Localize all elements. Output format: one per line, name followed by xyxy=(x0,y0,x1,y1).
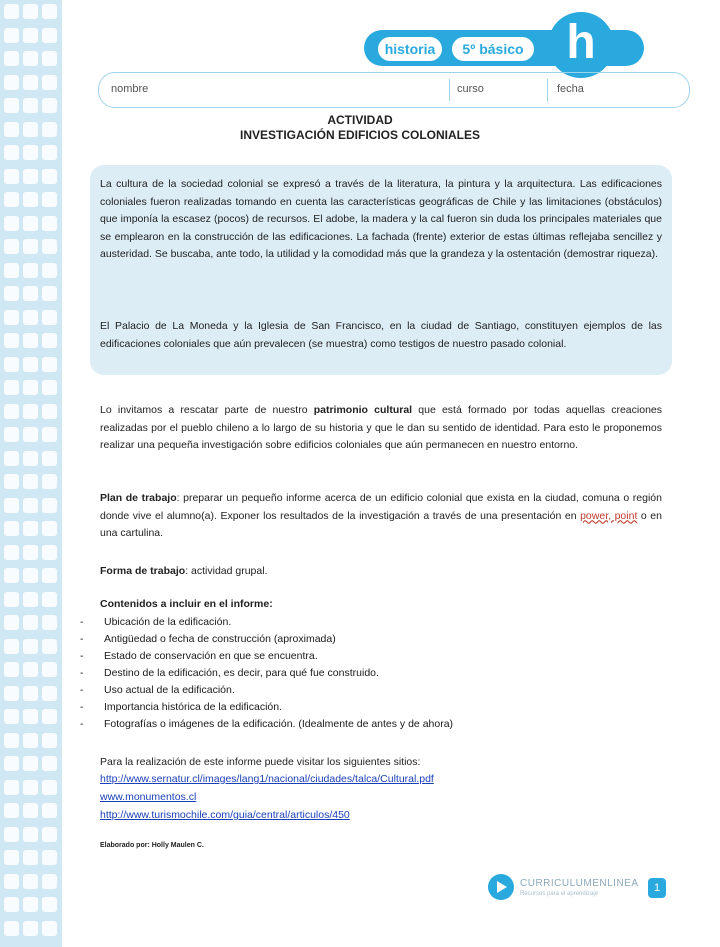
intro-paragraph-2: El Palacio de La Moneda y la Iglesia de San Francisco, en la ciudad de Santiago, constituyen ejemplos de las edificaciones coloniales que aún prevalecen (se muestra) como testigos de nuestro pasado colonial. xyxy=(100,320,662,350)
decorative-square xyxy=(4,192,19,207)
decorative-square xyxy=(42,592,57,607)
page-number: 1 xyxy=(648,878,666,898)
decorative-square xyxy=(42,733,57,748)
decorative-square xyxy=(4,521,19,536)
decorative-square xyxy=(42,310,57,325)
activity-subtitle: INVESTIGACIÓN EDIFICIOS COLONIALES xyxy=(239,128,481,142)
subject-tag: historia xyxy=(378,37,442,61)
decorative-square xyxy=(42,263,57,278)
decorative-square xyxy=(42,874,57,889)
decorative-square xyxy=(42,357,57,372)
decorative-square xyxy=(4,827,19,842)
decorative-square xyxy=(42,827,57,842)
decorative-square xyxy=(4,568,19,583)
decorative-square xyxy=(4,216,19,231)
decorative-square xyxy=(4,592,19,607)
work-plan-text-end: o en una cartulina. xyxy=(100,509,662,540)
decorative-square xyxy=(23,286,38,301)
decorative-square xyxy=(23,333,38,348)
decorative-square xyxy=(4,874,19,889)
decorative-square xyxy=(23,263,38,278)
course-label: curso xyxy=(457,83,484,95)
decorative-square xyxy=(23,897,38,912)
decorative-square xyxy=(42,169,57,184)
decorative-square xyxy=(42,28,57,43)
decorative-square xyxy=(4,404,19,419)
decorative-square xyxy=(23,192,38,207)
decorative-square xyxy=(42,192,57,207)
intro-paragraph-1: La cultura de la sociedad colonial se expresó a través de la literatura, la pintura y la arquitectura. Las edificaciones coloniales fueron realizadas tomando en cuenta las características geográficas de Chile y las limitaciones (obstáculos) que imponía la escasez (pocos) de recursos. El adobe, la madera y la cal fueron sin duda los principales materiales que se emplearon en la construcción de las edificaciones. La fachada (frente) exterior de estas últimas reflejaba sencillez y austeridad. Se buscaba, ante todo, la utilidad y la comodidad más que la grandeza y la ostentación (demostrar riqueza). xyxy=(100,178,662,261)
decorative-square xyxy=(23,474,38,489)
decorative-square xyxy=(42,897,57,912)
date-label: fecha xyxy=(557,83,584,95)
decorative-square xyxy=(42,545,57,560)
decorative-square xyxy=(23,451,38,466)
decorative-square xyxy=(4,756,19,771)
decorative-square xyxy=(42,615,57,630)
decorative-square xyxy=(42,686,57,701)
decorative-square xyxy=(4,850,19,865)
decorative-square xyxy=(42,51,57,66)
decorative-square xyxy=(42,756,57,771)
list-item: - Antigüedad o fecha de construcción (aproximada) xyxy=(80,631,453,648)
decorative-square xyxy=(23,75,38,90)
decorative-square xyxy=(42,427,57,442)
decorative-square xyxy=(4,498,19,513)
decorative-square xyxy=(42,921,57,936)
decorative-square xyxy=(42,662,57,677)
decorative-square xyxy=(23,874,38,889)
work-form-text: : actividad grupal. xyxy=(185,565,268,577)
decorative-square xyxy=(4,169,19,184)
decorative-square xyxy=(23,427,38,442)
decorative-square xyxy=(23,850,38,865)
decorative-square xyxy=(42,709,57,724)
decorative-square xyxy=(23,639,38,654)
invite-text-end: que está formado por todas aquellas creaciones realizadas por el pueblo chileno a lo largo de su historia y que le dan su sentido de identidad. Para esto le proponemos realizar una pequeña investigación sobre edificios coloniales que aún permanecen en nuestro entorno. xyxy=(100,404,662,452)
decorative-square xyxy=(42,145,57,160)
footer-brand: CURRICULUMENLINEA xyxy=(520,878,639,889)
play-logo-icon xyxy=(488,874,514,900)
decorative-square xyxy=(23,568,38,583)
decorative-square xyxy=(4,4,19,19)
decorative-square xyxy=(23,662,38,677)
invite-bold: patrimonio cultural xyxy=(313,404,413,416)
resource-link[interactable]: www.monumentos.cl xyxy=(100,791,197,803)
decorative-square xyxy=(42,639,57,654)
resource-link[interactable]: http://www.turismochile.com/guia/central/articulos/450 xyxy=(100,809,350,821)
decorative-square xyxy=(42,4,57,19)
decorative-square xyxy=(4,51,19,66)
student-info-row xyxy=(98,72,690,108)
decorative-square xyxy=(23,404,38,419)
decorative-square xyxy=(23,545,38,560)
decorative-square xyxy=(23,756,38,771)
decorative-square xyxy=(23,51,38,66)
decorative-square xyxy=(4,75,19,90)
decorative-square xyxy=(4,545,19,560)
decorative-square xyxy=(23,827,38,842)
decorative-square xyxy=(42,286,57,301)
decorative-square xyxy=(4,803,19,818)
author-credit: Elaborado por: Holly Maulen C. xyxy=(100,842,204,849)
contents-heading: Contenidos a incluir en el informe: xyxy=(100,598,273,610)
decorative-square xyxy=(23,521,38,536)
divider xyxy=(449,79,450,101)
decorative-square xyxy=(23,686,38,701)
decorative-square xyxy=(23,733,38,748)
decorative-square xyxy=(23,216,38,231)
resource-link[interactable]: http://www.sernatur.cl/images/lang1/nacional/ciudades/talca/Cultural.pdf xyxy=(100,773,434,785)
decorative-square xyxy=(42,333,57,348)
decorative-square xyxy=(23,592,38,607)
list-item: - Ubicación de la edificación. xyxy=(80,614,453,631)
decorative-square xyxy=(23,380,38,395)
decorative-square xyxy=(4,686,19,701)
decorative-square xyxy=(4,451,19,466)
decorative-square xyxy=(42,380,57,395)
invite-paragraph xyxy=(100,402,662,455)
decorative-square xyxy=(4,380,19,395)
brand-logo: h xyxy=(548,12,614,78)
decorative-square xyxy=(23,4,38,19)
decorative-square xyxy=(42,404,57,419)
decorative-square xyxy=(23,310,38,325)
work-form-label: Forma de trabajo xyxy=(100,565,186,577)
decorative-square xyxy=(42,451,57,466)
grade-tag: 5º básico xyxy=(452,37,534,61)
list-item: - Fotografías o imágenes de la edificación. (Idealmente de antes y de ahora) xyxy=(80,716,453,733)
decorative-square xyxy=(4,98,19,113)
activity-title: ACTIVIDAD xyxy=(327,113,393,127)
decorative-square xyxy=(23,357,38,372)
decorative-square xyxy=(23,145,38,160)
decorative-square xyxy=(4,615,19,630)
decorative-square xyxy=(23,498,38,513)
contents-list xyxy=(80,614,453,733)
misspelled-word: power, point xyxy=(580,509,638,522)
decorative-square xyxy=(4,427,19,442)
decorative-square xyxy=(4,780,19,795)
divider xyxy=(547,79,548,101)
work-plan-text: : preparar un pequeño informe acerca de un edificio colonial que exista en la ciudad, comuna o región donde vive el alumno(a). Exponer los resultados de la investigación a través de una presentación en xyxy=(100,492,662,522)
decorative-square xyxy=(42,239,57,254)
decorative-square xyxy=(23,98,38,113)
work-plan-paragraph xyxy=(100,490,662,543)
decorative-square xyxy=(42,850,57,865)
decorative-square xyxy=(42,98,57,113)
decorative-square xyxy=(4,310,19,325)
list-item: - Destino de la edificación, es decir, para qué fue construido. xyxy=(80,665,453,682)
list-item: - Estado de conservación en que se encuentra. xyxy=(80,648,453,665)
decorative-square xyxy=(23,239,38,254)
decorative-square xyxy=(4,662,19,677)
decorative-square xyxy=(4,145,19,160)
decorative-square xyxy=(23,780,38,795)
decorative-square xyxy=(23,921,38,936)
decorative-square xyxy=(4,897,19,912)
decorative-square xyxy=(42,780,57,795)
decorative-square xyxy=(42,568,57,583)
decorative-square xyxy=(42,75,57,90)
decorative-square xyxy=(23,28,38,43)
decorative-square xyxy=(42,498,57,513)
list-item: - Importancia histórica de la edificación. xyxy=(80,699,453,716)
decorative-square xyxy=(23,169,38,184)
footer-tagline: Recursos para el aprendizaje xyxy=(520,891,599,897)
decorative-square xyxy=(42,521,57,536)
decorative-square xyxy=(23,615,38,630)
decorative-square xyxy=(42,474,57,489)
name-label: nombre xyxy=(111,83,149,95)
decorative-square xyxy=(4,28,19,43)
invite-text: Lo invitamos a rescatar parte de nuestro xyxy=(100,404,314,416)
decorative-square xyxy=(23,709,38,724)
sites-intro: Para la realización de este informe puede visitar los siguientes sitios: xyxy=(100,756,421,768)
decorative-square xyxy=(4,286,19,301)
decorative-square xyxy=(23,803,38,818)
list-item: - Uso actual de la edificación. xyxy=(80,682,453,699)
decorative-square xyxy=(4,474,19,489)
decorative-square xyxy=(4,709,19,724)
decorative-square xyxy=(4,733,19,748)
decorative-square xyxy=(4,357,19,372)
decorative-square xyxy=(4,921,19,936)
decorative-square xyxy=(4,239,19,254)
decorative-square xyxy=(4,639,19,654)
work-form-paragraph xyxy=(100,565,268,577)
decorative-square xyxy=(4,333,19,348)
decorative-square xyxy=(42,803,57,818)
work-plan-label: Plan de trabajo xyxy=(100,492,177,504)
decorative-left-strip xyxy=(0,0,62,947)
decorative-square xyxy=(4,263,19,278)
decorative-square xyxy=(42,216,57,231)
